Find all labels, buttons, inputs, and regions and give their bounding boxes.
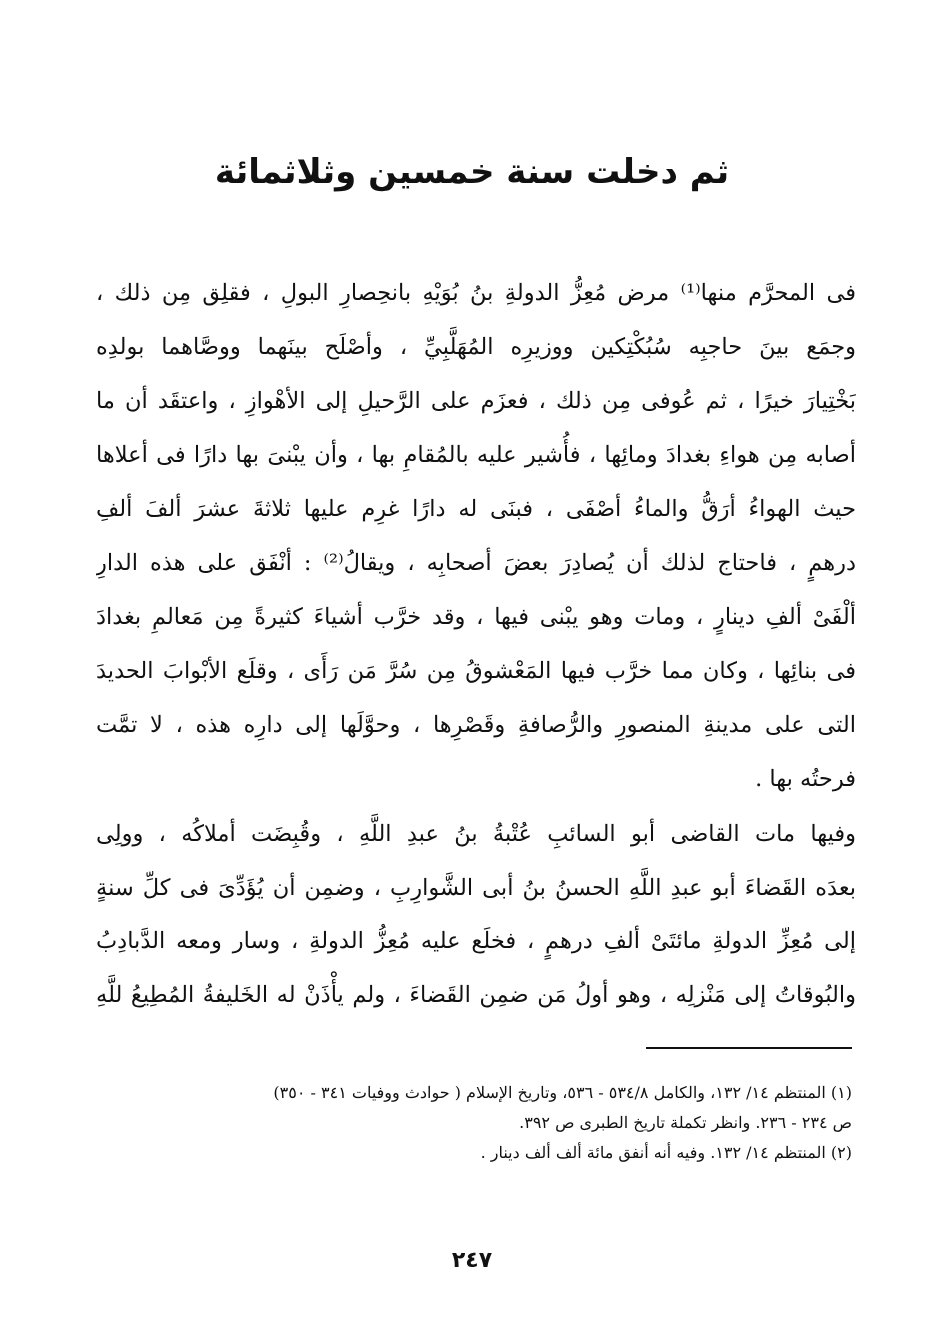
text-line: بَخْتِيارَ خيرًا ، ثم عُوفى مِن ذلك ، فعزَم على الرَّحيلِ إلى الأهْوازِ ، واعتقَد أن ما	[96, 388, 856, 414]
footnote-1-continuation: ص ٢٣٤ - ٢٣٦. وانظر تكملة تاريخ الطبرى ص ٣٩٢.	[519, 1113, 852, 1132]
text-line: فرحتُه بها .	[755, 766, 856, 792]
footnote-1: (١) المنتظم ١٤/ ١٣٢، والكامل ٥٣٤/٨ - ٥٣٦، وتاريخ الإسلام ( حوادث ووفيات ٣٤١ - ٣٥٠)	[273, 1083, 852, 1102]
text-line: التى على مدينةِ المنصورِ والرُّصافةِ وقَصْرِها ، وحوَّلَها إلى دارِه هذه ، لا تمَّت	[96, 712, 856, 738]
text-line: والبُوقاتُ إلى مَنْزلِه ، وهو أولُ مَن ضمِن القَضاءَ ، ولم يأْذَنْ له الخَليفةُ المُطِيعُ للَّهِ	[96, 981, 856, 1008]
text-line: درهمٍ ، فاحتاج لذلك أن يُصادِرَ بعضَ أصحابِه ، ويقالُ⁽²⁾ : أنْفَق على هذه الدارِ	[96, 550, 856, 576]
text-line: بعدَه القَضاءَ أبو عبدِ اللَّهِ الحسنُ بنُ أبى الشَّوارِبِ ، وضمِن أن يُؤَدِّىَ فى كلِّ سنةٍ	[96, 874, 856, 901]
paragraph-2	[96, 808, 856, 1022]
text-line: إلى مُعِزِّ الدولةِ مائتَىْ ألفِ درهمٍ ، فخلَع عليه مُعِزُّ الدولةِ ، وسار ومعه الدَّبادِبُ	[96, 928, 856, 954]
footnote-2: (٢) المنتظم ١٤/ ١٣٢. وفيه أنه أنفق مائة ألف ألف دينار .	[480, 1143, 852, 1162]
footnote-divider	[646, 1047, 852, 1049]
chapter-title: ثم دخلت سنة خمسين وثلاثمائة	[214, 152, 730, 192]
paragraph-1	[96, 266, 856, 806]
text-line: فى المحرَّم منها⁽¹⁾ مرض مُعِزُّ الدولةِ بنُ بُوَيْهِ بانحِصارِ البولِ ، فقلِق مِن ذلك ،	[96, 280, 856, 306]
text-line: فى بنائِها ، وكان مما خرَّب فيها المَعْشوقُ مِن سُرَّ مَن رَأَى ، وقلَع الأبْوابَ الحديدَ	[96, 658, 856, 684]
footnotes	[138, 1078, 852, 1168]
text-line: وفيها مات القاضى أبو السائبِ عُتْبةُ بنُ عبدِ اللَّهِ ، وقُبِضَت أملاكُه ، وولِى	[96, 821, 856, 847]
text-line: وجمَع بينَ حاجبِه سُبُكْتِكين ووزيرِه المُهَلَّبِيِّ ، وأصْلَح بينَهما ووصَّاهما بولدِه	[96, 334, 856, 360]
page-number: ٢٤٧	[451, 1248, 493, 1273]
text-line: حيث الهواءُ أرَقُّ والماءُ أصْفَى ، فبنَى له دارًا غرِم عليها ثلاثةَ عشرَ ألفَ ألفِ	[96, 496, 856, 522]
text-line: ألْفَىْ ألفِ دينارٍ ، ومات وهو يبْنى فيها ، وقد خرَّب أشياءَ كثيرةً مِن مَعالمِ بغدادَ	[96, 604, 856, 630]
text-line: أصابه مِن هواءِ بغدادَ ومائِها ، فأُشير عليه بالمُقامِ بها ، وأن يبْنىَ بها دارًا فى أعلاها	[96, 442, 856, 468]
